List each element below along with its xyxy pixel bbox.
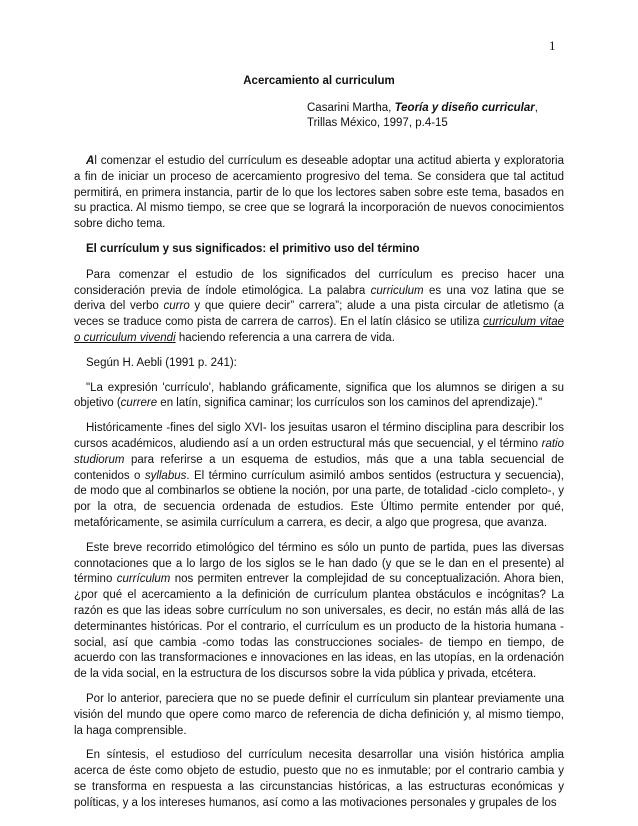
paragraph-worldview: Por lo anterior, pareciera que no se puede definir el currículum sin plantear previamente una visión del mundo que opere como marco de referencia de dicha definición y, al mismo tiempo, la haga comprensible. — [74, 692, 564, 737]
drop-cap: A — [86, 155, 95, 167]
text-run: Este breve recorrido etimológico del término es sólo un punto de partida, pues las diversas connotaciones que a lo largo de los siglos se le han dado (y que se le dan en el presente) al término — [74, 541, 564, 586]
text-run: haciendo referencia a una carrera de vida. — [175, 331, 395, 344]
paragraph-synthesis: En síntesis, el estudioso del currículum necesita desarrollar una visión histórica amplia acerca de éste como objeto de estudio, puesto que no es inmutable; por el contrario cambia y se transforma en respuesta a las circunstancias históricas, a las estructuras económicas y políticas, y a los intereses humanos, así como a las motivaciones personales y grupales de los — [74, 749, 564, 809]
citation-author: Casarini Martha, — [307, 102, 395, 114]
paragraph-etymology — [74, 268, 564, 347]
citation — [307, 101, 538, 131]
document-body — [74, 154, 564, 820]
paragraph-history — [74, 421, 564, 532]
text-run: en latín, significa caminar; los currículos son los caminos del aprendizaje)." — [157, 397, 543, 410]
text-run-italic: curriculum — [370, 284, 424, 297]
text-run-italic-underlined: curriculum vitae o curriculum vivendi — [74, 316, 564, 344]
text-run-italic: syllabus — [144, 469, 187, 482]
text-run: es una voz latina que se deriva del verbo — [74, 284, 564, 313]
text-run: Históricamente -fines del siglo XVI- los jesuitas usaron el término disciplina para describir los cursos académicos, aludiendo así a un orden estructural más que secuencial, y el término — [74, 422, 564, 450]
page-number: 1 — [549, 38, 556, 53]
text-run: para referirse a un esquema de estudios, más que a una tabla secuencial de contenidos o — [74, 453, 564, 482]
paragraph-connotations — [74, 541, 564, 683]
paragraph-aebli-intro: Según H. Aebli (1991 p. 241): — [86, 356, 237, 369]
text-run-italic: currículum — [116, 573, 171, 586]
text-run-italic: currere — [120, 397, 158, 410]
text-run-italic: ratio studiorum — [74, 437, 564, 466]
citation-line-1 — [307, 101, 538, 116]
text-run-italic: curro — [163, 300, 190, 313]
text-run: . El término currículum asimiló ambos sentidos (estructura y secuencia), de modo que al combinarlos se obtiene la noción, por una parte, de totalidad -ciclo completo-, y por la otra, de secuencia ordenada de estudios. Este Último permite entender por qué, metafóricamente, se asimila currículum a carrera, es decir, a algo que progresa, que avanza. — [74, 469, 564, 529]
citation-comma: , — [534, 102, 538, 114]
paragraph-quote — [74, 381, 564, 413]
paragraph-intro — [74, 154, 564, 233]
section-heading: El currículum y sus significados: el primitivo uso del término — [86, 242, 420, 255]
citation-book-title: Teoría y diseño curricular — [394, 102, 535, 114]
document-title: Acercamiento al curriculum — [243, 75, 395, 87]
text-run: y que quiere decir” carrera”; alude a una pista circular de atletismo (a veces se traduce como pista de carrera de carros). En el latín clásico se utiliza — [74, 300, 564, 329]
citation-line-2: Trillas México, 1997, p.4-15 — [307, 117, 448, 129]
text-run: nos permiten entrever la complejidad de su conceptualización. Ahora bien, ¿por qué el acercamiento a la definición de currículum plantea obstáculos e incógnitas? La razón es que las ideas sobre currículum no son universales, es decir, no están más allá de las determinantes históricas. Por el contrario, el currículum es un producto de la historia humana - social, así que cambia -como todas las construcciones sociales- de tiempo en tiempo, de acuerdo con las transformaciones e innovaciones en las ideas, en las utopías, en la ordenación de la vida social, en la estructura de los discursos sobre la vida pública y privada, etcétera. — [74, 573, 564, 681]
paragraph-intro-text: l comenzar el estudio del currículum es deseable adoptar una actitud abierta y exploratoria a fin de iniciar un proceso de acercamiento progresivo del tema. Se considera que tal actitud permitirá, en primera instancia, partir de lo que los lectores saben sobre este tema, basados en su practica. Al mismo tiempo, se cree que se logrará la incorporación de nuevos conocimientos sobre dicho tema. — [74, 155, 564, 231]
text-run: Para comenzar el estudio de los significados del currículum es preciso hacer una consideración previa de índole etimológica. La palabra — [74, 268, 564, 297]
text-run: "La expresión 'currículo', hablando gráficamente, significa que los alumnos se dirigen a su objetivo ( — [74, 381, 564, 410]
